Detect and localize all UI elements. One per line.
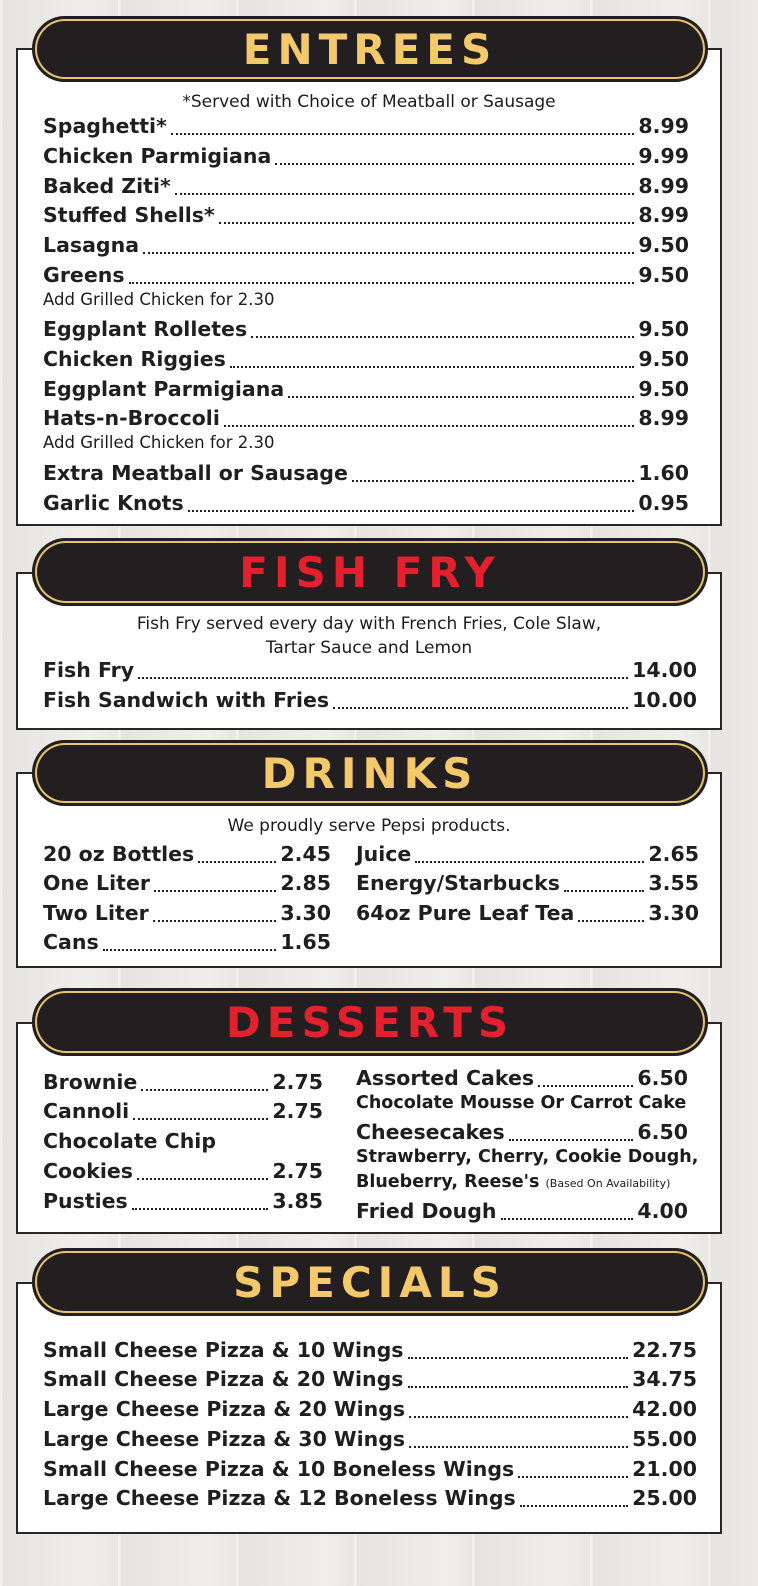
menu-item: Eggplant Rolletes 9.50 [43, 317, 689, 341]
availability-note: (Based On Availability) [545, 1177, 671, 1190]
menu-item: Assorted Cakes 6.50 [356, 1066, 688, 1090]
menu-item: Hats-n-Broccoli 8.99 [43, 406, 689, 430]
desserts-title: DESSERTS [225, 997, 515, 1047]
menu-item: Extra Meatball or Sausage 1.60 [43, 461, 689, 485]
fish-fry-note-line2: Tartar Sauce and Lemon [265, 638, 473, 658]
menu-item: Cannoli 2.75 [43, 1099, 323, 1123]
menu-item: Stuffed Shells* 8.99 [43, 203, 689, 227]
menu-item: Fish Sandwich with Fries 10.00 [43, 688, 697, 712]
menu-item: Chocolate Chip [43, 1129, 216, 1153]
menu-item: Spaghetti* 8.99 [43, 114, 689, 138]
menu-item: Baked Ziti* 8.99 [43, 174, 689, 198]
menu-item: Cans 1.65 [43, 930, 331, 954]
fish-fry-title: FISH FRY [239, 547, 501, 597]
fish-fry-banner [32, 538, 708, 606]
menu-item: 20 oz Bottles 2.45 [43, 842, 331, 866]
drinks-banner [32, 740, 708, 806]
menu-item: Large Cheese Pizza & 12 Boneless Wings 25.00 [43, 1486, 697, 1510]
menu-item: Fish Fry 14.00 [43, 658, 697, 682]
entrees-title: ENTREES [242, 24, 498, 74]
menu-item: Greens 9.50 [43, 263, 689, 287]
specials-banner [32, 1248, 708, 1316]
menu-item: Small Cheese Pizza & 20 Wings 34.75 [43, 1367, 697, 1391]
menu-item: Eggplant Parmigiana 9.50 [43, 377, 689, 401]
fish-fry-note-line1: Fish Fry served every day with French Fries, Cole Slaw, [136, 614, 602, 634]
menu-item: Two Liter 3.30 [43, 901, 331, 925]
entrees-banner [32, 16, 708, 82]
menu-item: Small Cheese Pizza & 10 Wings 22.75 [43, 1338, 697, 1362]
menu-item: Garlic Knots 0.95 [43, 491, 689, 515]
drinks-title: DRINKS [261, 748, 479, 798]
menu-item: Energy/Starbucks 3.55 [356, 871, 699, 895]
dessert-note: Strawberry, Cherry, Cookie Dough, [356, 1147, 699, 1167]
menu-item: 64oz Pure Leaf Tea 3.30 [356, 901, 699, 925]
specials-title: SPECIALS [233, 1257, 507, 1307]
menu-item: Brownie 2.75 [43, 1070, 323, 1094]
desserts-banner [32, 988, 708, 1056]
menu-item: Chicken Parmigiana 9.99 [43, 144, 689, 168]
menu-item: Lasagna 9.50 [43, 233, 689, 257]
menu-item: Large Cheese Pizza & 30 Wings 55.00 [43, 1427, 697, 1451]
menu-item: Pusties 3.85 [43, 1189, 323, 1213]
menu-item: Small Cheese Pizza & 10 Boneless Wings 21.00 [43, 1457, 697, 1481]
menu-item: Large Cheese Pizza & 20 Wings 42.00 [43, 1397, 697, 1421]
menu-item: Chicken Riggies 9.50 [43, 347, 689, 371]
menu-item: Fried Dough 4.00 [356, 1199, 688, 1223]
menu-item: One Liter 2.85 [43, 871, 331, 895]
addon-note: Add Grilled Chicken for 2.30 [43, 290, 275, 309]
dessert-note: Chocolate Mousse Or Carrot Cake [356, 1093, 687, 1113]
drinks-note: We proudly serve Pepsi products. [227, 816, 511, 836]
addon-note: Add Grilled Chicken for 2.30 [43, 433, 275, 452]
menu-item: Cheesecakes 6.50 [356, 1120, 688, 1144]
menu-item: Cookies 2.75 [43, 1159, 323, 1183]
dessert-note: Blueberry, Reese's (Based On Availability) [356, 1172, 671, 1192]
entrees-note: *Served with Choice of Meatball or Sausage [182, 92, 556, 112]
menu-item: Juice 2.65 [356, 842, 699, 866]
